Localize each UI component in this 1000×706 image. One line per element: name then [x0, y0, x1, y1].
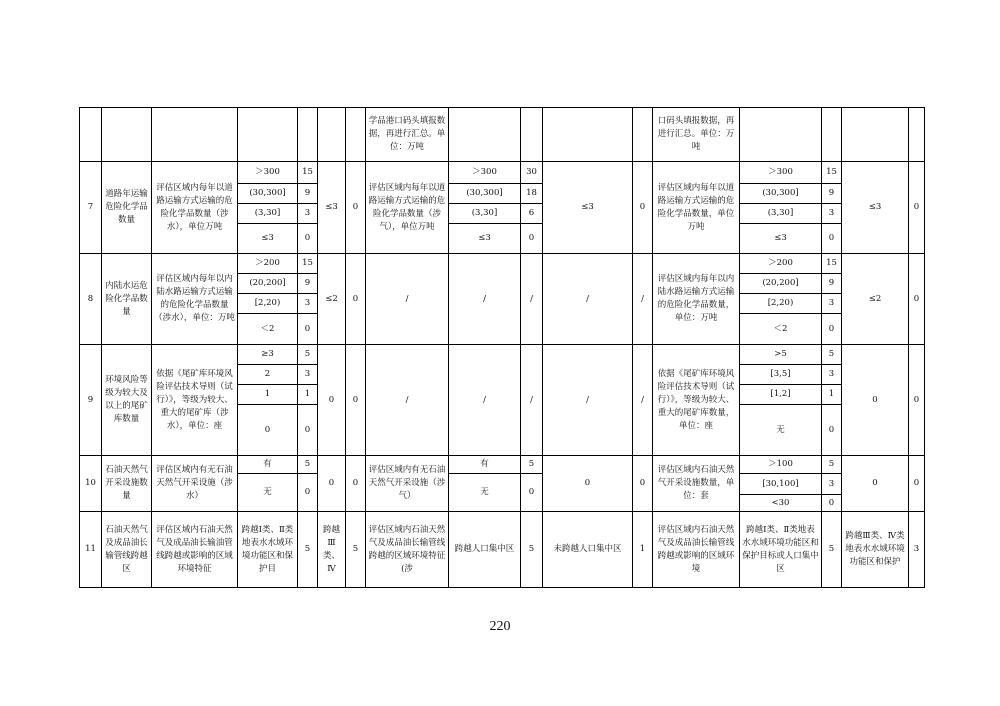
indicator-desc: 评估区域内有无石油天然气开采设施（涉水） — [152, 456, 238, 512]
score-cell: 0 — [521, 224, 543, 254]
threshold-cell: 跨越Ⅲ类、Ⅳ — [318, 512, 346, 588]
value-cell: 0 — [346, 345, 366, 456]
level-cell: 1 — [238, 385, 298, 405]
na-cell: / — [366, 345, 449, 456]
indicator-desc: 依据《尾矿库环境风险评估技术导则（试行）》，等级为较大、重大的尾矿库数量，单位：座 — [653, 345, 740, 456]
score-cell: 9 — [298, 274, 318, 294]
score-cell: 3 — [822, 294, 842, 314]
table-row — [80, 108, 925, 162]
level-cell: ≤3 — [449, 224, 521, 254]
threshold-cell: ≤3 — [842, 162, 909, 254]
score-cell: 3 — [298, 365, 318, 385]
value-cell: 0 — [346, 456, 366, 512]
level-cell: 2 — [238, 365, 298, 385]
threshold-cell: 0 — [842, 345, 909, 456]
threshold-cell: ≤3 — [318, 162, 346, 254]
level-cell: ＞300 — [238, 162, 298, 184]
score-cell: 30 — [521, 162, 543, 184]
threshold-cell: ≤3 — [543, 162, 633, 254]
value-cell: 0 — [346, 162, 366, 254]
table-row — [80, 254, 925, 274]
na-cell: / — [449, 345, 521, 456]
cell-blank — [318, 108, 346, 162]
level-cell: ＞300 — [449, 162, 521, 184]
level-cell: 0 — [238, 405, 298, 456]
level-cell: (30,300] — [740, 184, 822, 204]
score-cell: 3 — [822, 474, 842, 495]
indicator-desc: 评估区域内每年以内陆水路运输方式运输的危险化学品数量，单位：万吨 — [653, 254, 740, 345]
score-cell: 3 — [298, 294, 318, 314]
value-cell: 3 — [909, 512, 925, 588]
value-cell: 0 — [633, 456, 653, 512]
threshold-cell: 0 — [318, 345, 346, 456]
score-cell: 0 — [298, 314, 318, 345]
threshold-cell: 未跨越人口集中区 — [543, 512, 633, 588]
cell-continued-desc: 口码头填报数据，再进行汇总。单位：万吨 — [653, 108, 740, 162]
na-cell: / — [521, 345, 543, 456]
threshold-cell: 跨越Ⅲ类、Ⅳ类地表水水域环境功能区和保护 — [842, 512, 909, 588]
value-cell: 0 — [346, 254, 366, 345]
cell-blank — [152, 108, 238, 162]
na-cell: / — [366, 254, 449, 345]
cell-blank — [521, 108, 543, 162]
value-cell: 0 — [909, 345, 925, 456]
value-cell: 1 — [633, 512, 653, 588]
cell-blank — [909, 108, 925, 162]
table-row — [80, 345, 925, 365]
table-row — [80, 456, 925, 474]
score-cell: 15 — [822, 162, 842, 184]
level-cell: [30,100] — [740, 474, 822, 495]
row-number: 11 — [80, 512, 102, 588]
level-cell: 无 — [238, 474, 298, 512]
score-cell: 9 — [298, 184, 318, 204]
na-cell: / — [449, 254, 521, 345]
indicator-name: 石油天然气开采设施数量 — [102, 456, 152, 512]
score-cell: 0 — [822, 224, 842, 254]
cell-blank — [822, 108, 842, 162]
indicator-desc: 评估区域内石油天然气及成品油长输管线跨越的区域环境特征(涉 — [366, 512, 449, 588]
level-cell: ≥3 — [238, 345, 298, 365]
level-cell: 跨越Ⅰ类、Ⅱ类地表水水域环境功能区和保护目 — [238, 512, 298, 588]
level-cell: (20,200] — [238, 274, 298, 294]
score-cell: 5 — [298, 512, 318, 588]
threshold-cell: 0 — [318, 456, 346, 512]
indicator-desc: 评估区域内石油天然气及成品油长输管线跨越或影响的区域环境 — [653, 512, 740, 588]
level-cell: (3,30] — [740, 204, 822, 224]
score-cell: 0 — [298, 474, 318, 512]
level-cell: ＜2 — [740, 314, 822, 345]
threshold-cell: ≤2 — [318, 254, 346, 345]
level-cell: ＞100 — [740, 456, 822, 474]
score-cell: 5 — [822, 345, 842, 365]
level-cell: ≤3 — [238, 224, 298, 254]
row-number: 9 — [80, 345, 102, 456]
score-cell: 0 — [298, 224, 318, 254]
level-cell: (30,300] — [449, 184, 521, 204]
cell-blank — [449, 108, 521, 162]
threshold-cell: 0 — [543, 456, 633, 512]
level-cell: 跨越Ⅰ类、Ⅱ类地表水水域环境功能区和保护目标或人口集中区 — [740, 512, 822, 588]
na-cell: / — [543, 254, 633, 345]
level-cell: >5 — [740, 345, 822, 365]
threshold-cell: ≤2 — [842, 254, 909, 345]
score-cell: 15 — [298, 162, 318, 184]
score-cell: 5 — [521, 456, 543, 474]
indicator-desc: 评估区域内每年以道路运输方式运输的危险化学品数量（涉水），单位万吨 — [152, 162, 238, 254]
cell-blank — [842, 108, 909, 162]
score-cell: 5 — [822, 456, 842, 474]
na-cell: / — [633, 254, 653, 345]
level-cell: 有 — [238, 456, 298, 474]
level-cell: 无 — [740, 405, 822, 456]
score-cell: 18 — [521, 184, 543, 204]
page-number: 220 — [489, 619, 511, 634]
score-cell: 9 — [822, 274, 842, 294]
na-cell: / — [543, 345, 633, 456]
threshold-cell: 0 — [842, 456, 909, 512]
score-cell: 5 — [298, 345, 318, 365]
level-cell: ≤3 — [740, 224, 822, 254]
score-cell: 3 — [822, 365, 842, 385]
level-cell: ＞300 — [740, 162, 822, 184]
cell-blank — [346, 108, 366, 162]
score-cell: 0 — [822, 495, 842, 512]
score-cell: 9 — [822, 184, 842, 204]
level-cell: 有 — [449, 456, 521, 474]
cell-blank — [298, 108, 318, 162]
cell-blank — [740, 108, 822, 162]
table-row — [80, 512, 925, 588]
level-cell: (30,300] — [238, 184, 298, 204]
level-cell: [1,2] — [740, 385, 822, 405]
score-cell: 5 — [298, 456, 318, 474]
table-row — [80, 162, 925, 184]
indicator-name: 环境风险等级为较大及以上的尾矿库数量 — [102, 345, 152, 456]
score-cell: 5 — [521, 512, 543, 588]
score-cell: 15 — [298, 254, 318, 274]
score-cell: 3 — [822, 204, 842, 224]
level-cell: [2,20) — [238, 294, 298, 314]
score-cell: 1 — [822, 385, 842, 405]
row-number: 8 — [80, 254, 102, 345]
value-cell: 5 — [346, 512, 366, 588]
indicator-desc: 评估区域内每年以道路运输方式运输的危险化学品数量，单位万吨 — [653, 162, 740, 254]
indicator-desc: 评估区域内每年以内陆水路运输方式运输的危险化学品数量（涉水），单位：万吨 — [152, 254, 238, 345]
value-cell: 0 — [909, 456, 925, 512]
level-cell: (3,30] — [449, 204, 521, 224]
level-cell: ＜2 — [238, 314, 298, 345]
na-cell: / — [633, 345, 653, 456]
score-cell: 3 — [298, 204, 318, 224]
value-cell: 0 — [909, 254, 925, 345]
level-cell: ＞200 — [740, 254, 822, 274]
score-cell: 0 — [521, 474, 543, 512]
indicator-table — [79, 107, 925, 588]
row-number: 10 — [80, 456, 102, 512]
level-cell: 无 — [449, 474, 521, 512]
cell-continued-desc: 学品港口码头填报数据，再进行汇总。单位：万吨 — [366, 108, 449, 162]
level-cell: [3,5] — [740, 365, 822, 385]
score-cell: 0 — [822, 405, 842, 456]
indicator-desc: 依据《尾矿库环境风险评估技术导则（试行）》，等级为较大、重大的尾矿库（涉水），单位：座 — [152, 345, 238, 456]
score-cell: 0 — [822, 314, 842, 345]
indicator-desc: 评估区域内有无石油天然气开采设施（涉气） — [366, 456, 449, 512]
level-cell: (20,200] — [740, 274, 822, 294]
score-cell: 0 — [298, 405, 318, 456]
level-cell: (3,30] — [238, 204, 298, 224]
row-number: 7 — [80, 162, 102, 254]
cell-blank — [238, 108, 298, 162]
indicator-desc: 评估区域内每年以道路运输方式运输的危险化学品数量（涉气），单位万吨 — [366, 162, 449, 254]
cell-blank — [543, 108, 633, 162]
indicator-desc: 评估区域内石油天然气开采设施数量，单位：套 — [653, 456, 740, 512]
indicator-name: 内陆水运危险化学品数量 — [102, 254, 152, 345]
cell-blank — [633, 108, 653, 162]
level-cell: ＞200 — [238, 254, 298, 274]
value-cell: 0 — [633, 162, 653, 254]
score-cell: 15 — [822, 254, 842, 274]
score-cell: 5 — [822, 512, 842, 588]
indicator-name: 道路年运输危险化学品数量 — [102, 162, 152, 254]
level-cell: <30 — [740, 495, 822, 512]
value-cell: 0 — [909, 162, 925, 254]
score-cell: 1 — [298, 385, 318, 405]
indicator-name: 石油天然气及成品油长输管线跨越区 — [102, 512, 152, 588]
level-cell: 跨越人口集中区 — [449, 512, 521, 588]
level-cell: [2,20) — [740, 294, 822, 314]
cell-blank — [102, 108, 152, 162]
score-cell: 6 — [521, 204, 543, 224]
na-cell: / — [521, 254, 543, 345]
cell-blank — [80, 108, 102, 162]
indicator-desc: 评估区域内石油天然气及成品油长输油管线跨越或影响的区域环境特征 — [152, 512, 238, 588]
